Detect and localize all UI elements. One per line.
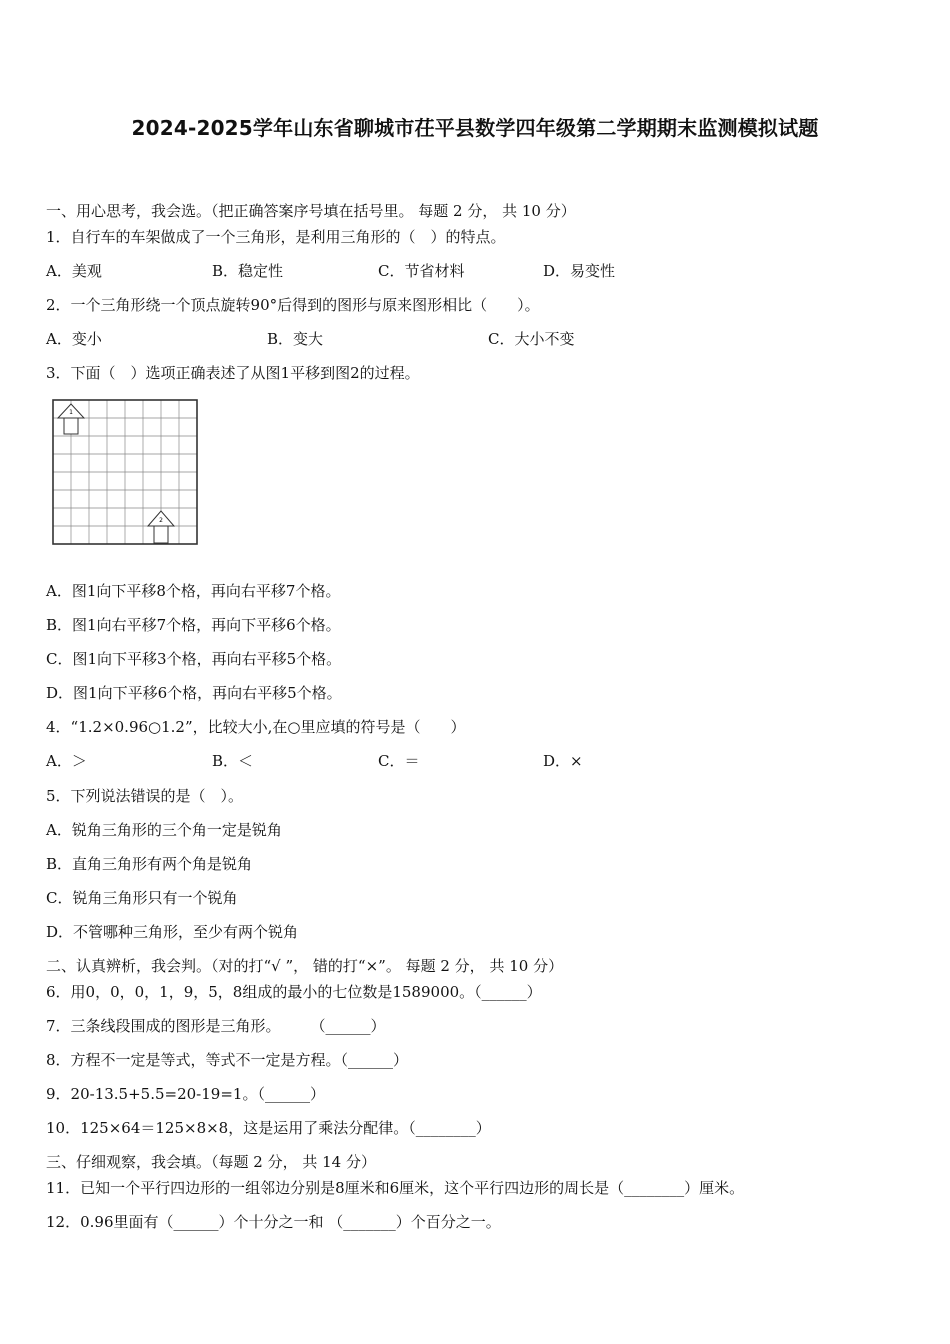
q2-option-a: A．变小 [46,330,102,348]
page-title: 2024-2025学年山东省聊城市茌平县数学四年级第二学期期末监测模拟试题 [131,116,819,140]
house-figure-1 [58,404,84,434]
q1-option-a: A．美观 [46,262,102,280]
question-10: 10．125×64＝125×8×8，这是运用了乘法分配律。（________） [46,1119,491,1137]
question-7: 7．三条线段围成的图形是三角形。 （______） [46,1017,386,1035]
q4-option-d: D．× [543,752,583,770]
section-2-heading: 二、认真辨析，我会判。（对的打“√ ”， 错的打“×”。 每题 2 分， 共 10 分） [46,957,564,975]
q3-option-b: B．图1向右平移7个格，再向下平移6个格。 [46,616,341,634]
q5-option-a: A．锐角三角形的三个角一定是锐角 [46,821,282,839]
q4-option-c: C．＝ [378,752,420,770]
section-1-heading: 一、用心思考，我会选。（把正确答案序号填在括号里。 每题 2 分， 共 10 分） [46,202,576,220]
question-3-stem: 3．下面（ ）选项正确表述了从图1平移到图2的过程。 [46,364,420,382]
house-figure-2 [148,511,174,543]
q3-option-d: D．图1向下平移6个格，再向右平移5个格。 [46,684,342,702]
question-11: 11．已知一个平行四边形的一组邻边分别是8厘米和6厘米，这个平行四边形的周长是（________）厘米。 [46,1179,745,1197]
question-9: 9．20-13.5+5.5=20-19=1。（______） [46,1085,325,1103]
figure-2-label: 2 [159,517,163,524]
question-4-stem: 4．“1.2×0.96○1.2”，比较大小,在○里应填的符号是（ ） [46,718,466,736]
q4-option-b: B．＜ [212,752,254,770]
question-6: 6．用0，0，0，1，9，5，8组成的最小的七位数是1589000。（______） [46,983,542,1001]
q1-option-b: B．稳定性 [212,262,284,280]
q1-option-c: C．节省材料 [378,262,465,280]
question-1-stem: 1．自行车的车架做成了一个三角形，是利用三角形的（ ）的特点。 [46,228,506,246]
q1-option-d: D．易变性 [543,262,616,280]
question-2-stem: 2．一个三角形绕一个顶点旋转90°后得到的图形与原来图形相比（ ）。 [46,296,540,314]
q5-option-c: C．锐角三角形只有一个锐角 [46,889,238,907]
q5-option-d: D．不管哪种三角形，至少有两个锐角 [46,923,299,941]
translation-grid-figure [50,398,200,548]
q3-option-c: C．图1向下平移3个格，再向右平移5个格。 [46,650,342,668]
q2-option-c: C．大小不变 [488,330,575,348]
q5-option-b: B．直角三角形有两个角是锐角 [46,855,253,873]
q3-option-a: A．图1向下平移8个格，再向右平移7个格。 [46,582,341,600]
question-8: 8．方程不一定是等式，等式不一定是方程。（______） [46,1051,409,1069]
q4-option-a: A．＞ [46,752,87,770]
section-3-heading: 三、仔细观察，我会填。（每题 2 分， 共 14 分） [46,1153,376,1171]
q2-option-b: B．变大 [267,330,324,348]
question-12: 12．0.96里面有（______）个十分之一和 （_______）个百分之一。 [46,1213,501,1231]
figure-1-label: 1 [69,409,73,416]
question-5-stem: 5．下列说法错误的是（ ）。 [46,787,244,805]
